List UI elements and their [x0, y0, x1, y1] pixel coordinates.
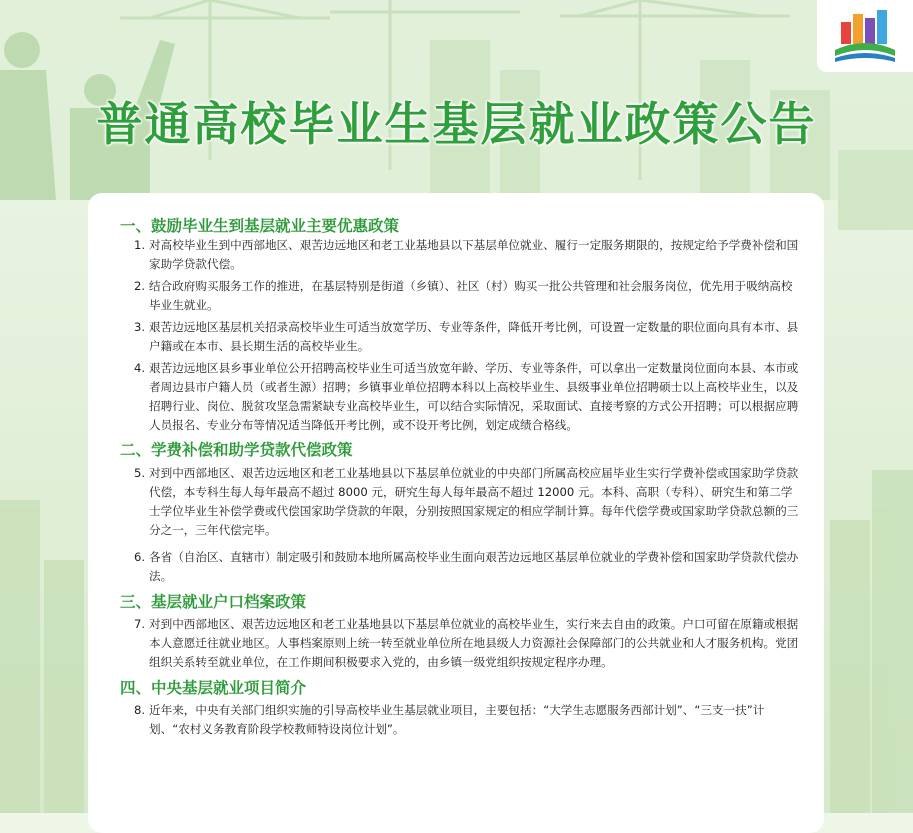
list-item	[120, 464, 800, 540]
item-text: 对到中西部地区、艰苦边远地区和老工业基地县以下基层单位就业的中央部门所属高校应届毕业生实行学费补偿或国家助学贷款代偿，本专科生每人每年最高不超过 8000 元，研究生每人每年最高不超过 12000 元。本科、高职（专科）、研究生和第二学士学位毕业生补偿学费或代偿国家助学贷款的年限，分别按照国家规定的相应学制计算。每年代偿学费或国家助学贷款总额的三分之一，三年代偿完毕。	[149, 466, 799, 537]
section-heading: 四、中央基层就业项目简介	[120, 679, 307, 697]
item-text: 对高校毕业生到中西部地区、艰苦边远地区和老工业基地县以下基层单位就业、履行一定服务期限的，按规定给予学费补偿和国家助学贷款代偿。	[149, 238, 799, 271]
item-number: 1.	[133, 238, 145, 252]
item-text: 近年来，中央有关部门组织实施的引导高校毕业生基层就业项目，主要包括：“大学生志愿服务西部计划”、“三支一扶”计划、“农村义务教育阶段学校教师特设岗位计划”。	[149, 703, 765, 736]
item-text: 各省（自治区、直辖市）制定吸引和鼓励本地所属高校毕业生面向艰苦边远地区基层单位就业的学费补偿和国家助学贷款代偿办法。	[149, 550, 799, 583]
page-title: 普通高校毕业生基层就业政策公告	[96, 97, 817, 151]
item-text: 艰苦边远地区县乡事业单位公开招聘高校毕业生可适当放宽年龄、学历、专业等条件，可以拿出一定数量岗位面向本县、本市或者周边县市户籍人员（或者生源）招聘；乡镇事业单位招聘本科以上高校毕业生、县级事业单位招聘硕士以上高校毕业生，以及招聘行业、岗位、脱贫攻坚急需紧缺专业高校毕业生，可以结合实际情况，采取面试、直接考察的方式公开招聘；可以根据应聘人员报名、专业分布等情况适当降低开考比例，或不设开考比例，划定成绩合格线。	[149, 361, 799, 432]
logo-icon	[817, 0, 913, 72]
section-3	[120, 592, 800, 672]
list-item	[120, 277, 800, 315]
policy-content	[120, 216, 800, 739]
section-heading: 三、基层就业户口档案政策	[120, 593, 307, 611]
item-number: 2.	[133, 279, 145, 293]
list-item	[120, 318, 800, 356]
section-heading: 一、鼓励毕业生到基层就业主要优惠政策	[120, 217, 400, 235]
item-number: 5.	[133, 466, 145, 480]
section-4	[120, 678, 800, 739]
item-text: 对到中西部地区、艰苦边远地区和老工业基地县以下基层单位就业的高校毕业生，实行来去自由的政策。户口可留在原籍或根据本人意愿迁往就业地区。人事档案原则上统一转至就业单位所在地县级人力资源社会保障部门的公共就业和人才服务机构。党团组织关系转至就业单位，在工作期间积极要求入党的，由乡镇一级党组织按规定程序办理。	[149, 617, 799, 669]
list-item	[120, 236, 800, 274]
item-number: 8.	[133, 703, 145, 717]
item-text: 结合政府购买服务工作的推进，在基层特别是街道（乡镇）、社区（村）购买一批公共管理和社会服务岗位，优先用于吸纳高校毕业生就业。	[149, 279, 793, 312]
list-item	[120, 359, 800, 435]
item-text: 艰苦边远地区基层机关招录高校毕业生可适当放宽学历、专业等条件，降低开考比例，可设置一定数量的职位面向具有本市、县户籍或在本市、县长期生活的高校毕业生。	[149, 320, 799, 353]
section-heading: 二、学费补偿和助学贷款代偿政策	[120, 441, 353, 459]
item-number: 7.	[133, 617, 145, 631]
section-1	[120, 216, 800, 435]
item-number: 3.	[133, 320, 145, 334]
section-2	[120, 440, 800, 586]
list-item	[120, 701, 800, 739]
item-number: 6.	[133, 550, 145, 564]
list-item	[120, 615, 800, 672]
list-item	[120, 548, 800, 586]
logo	[817, 0, 913, 72]
item-number: 4.	[133, 361, 145, 375]
